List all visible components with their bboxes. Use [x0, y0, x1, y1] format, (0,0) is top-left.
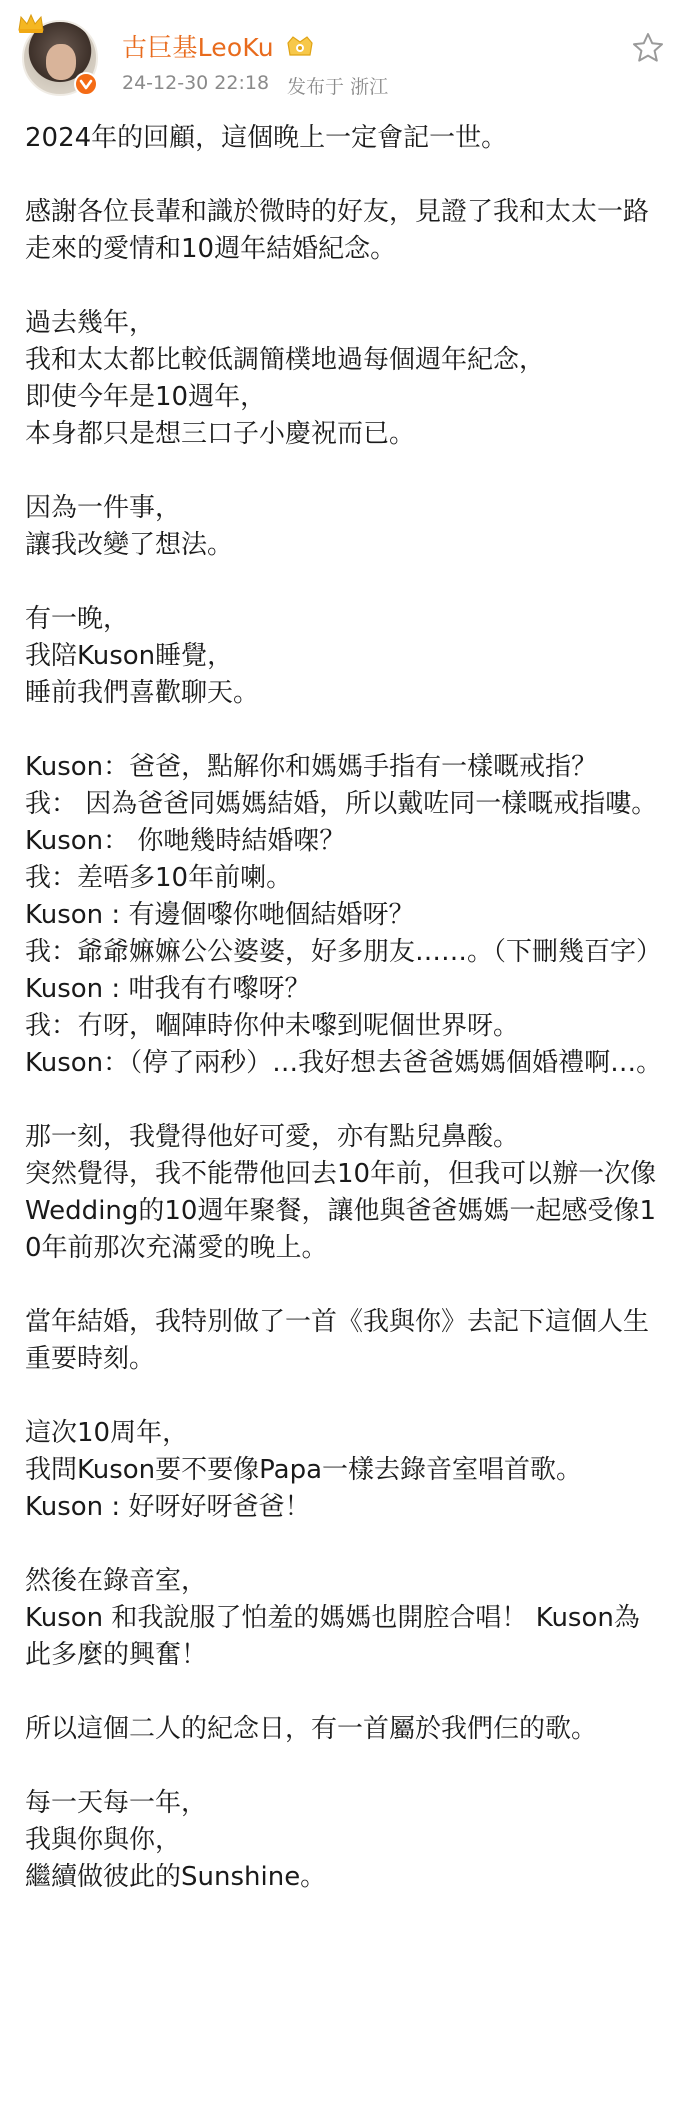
post-text-line: 讓我改變了想法。 — [25, 530, 234, 560]
crown-icon — [16, 12, 46, 34]
avatar[interactable] — [22, 20, 98, 96]
post-paragraph — [25, 1563, 665, 1674]
post-meta — [122, 72, 388, 99]
post-text-line: 我： 因為爸爸同媽媽結婚，所以戴咗同一樣嘅戒指嘍。 — [25, 789, 658, 819]
post-text-line: Kuson：（停了兩秒）…我好想去爸爸媽媽個婚禮啊…。 — [25, 1048, 663, 1078]
post-paragraph — [25, 1415, 665, 1526]
post-text-line: 我：冇呀，嗰陣時你仲未嚟到呢個世界呀。 — [25, 1011, 520, 1041]
post-text-line: 我：爺爺嫲嫲公公婆婆，好多朋友……。（下刪幾百字） — [25, 937, 663, 967]
post-text-line: 每一天每一年， — [25, 1788, 208, 1818]
post-text-line: 過去幾年， — [25, 308, 156, 338]
post-text-line: 所以這個二人的紀念日，有一首屬於我們仨的歌。 — [25, 1714, 598, 1744]
post-paragraph — [25, 120, 665, 157]
post-text-line: 繼續做彼此的Sunshine。 — [25, 1862, 327, 1892]
post-text-line: 2024年的回顧，這個晚上一定會記一世。 — [25, 123, 508, 153]
post-paragraph — [25, 601, 665, 712]
verified-badge-icon — [74, 72, 98, 96]
post-text-line: Kuson 和我說服了怕羞的媽媽也開腔合唱！ Kuson為此多麼的興奮！ — [25, 1603, 640, 1670]
post-paragraph — [25, 749, 665, 1082]
post-text-line: 當年結婚，我特別做了一首《我與你》去記下這個人生重要時刻。 — [25, 1307, 650, 1374]
post-body — [25, 120, 665, 1933]
post-text-line: 本身都只是想三口子小慶祝而已。 — [25, 419, 416, 449]
post-text-line: 因為一件事， — [25, 493, 182, 523]
post-text-line: 我：差唔多10年前喇。 — [25, 863, 293, 893]
post-header — [0, 0, 690, 110]
post-text-line: 我陪Kuson睡覺， — [25, 641, 234, 671]
avatar-face — [46, 44, 76, 80]
post-text-line: 然後在錄音室， — [25, 1566, 208, 1596]
post-text-line: Kuson： 你哋幾時結婚㗎？ — [25, 826, 346, 856]
star-icon[interactable] — [630, 30, 666, 66]
post-text-line: 突然覺得，我不能帶他回去10年前，但我可以辦一次像Wedding的10週年聚餐，讓他與爸爸媽媽一起感受像10年前那次充滿愛的晚上。 — [25, 1159, 657, 1263]
post-text-line: Kuson : 有邊個嚟你哋個結婚呀？ — [25, 900, 415, 930]
post-paragraph — [25, 1785, 665, 1896]
post-text-line: 我問Kuson要不要像Papa一樣去錄音室唱首歌。 — [25, 1455, 583, 1485]
post-paragraph — [25, 1711, 665, 1748]
vip-level-icon[interactable] — [284, 33, 316, 59]
post-text-line: 有一晚， — [25, 604, 130, 634]
post-text-line: Kuson : 咁我有冇嚟呀？ — [25, 974, 311, 1004]
post-text-line: Kuson：爸爸，點解你和媽媽手指有一樣嘅戒指？ — [25, 752, 598, 782]
post-text-line: Kuson : 好呀好呀爸爸！ — [25, 1492, 311, 1522]
post-text-line: 這次10周年， — [25, 1418, 189, 1448]
username-row — [122, 28, 316, 64]
post-text-line: 感謝各位長輩和識於微時的好友，見證了我和太太一路走來的愛情和10週年結婚紀念。 — [25, 197, 650, 264]
post-paragraph — [25, 194, 665, 268]
post-paragraph — [25, 1119, 665, 1267]
post-text-line: 即使今年是10週年， — [25, 382, 267, 412]
post-text-line: 睡前我們喜歡聊天。 — [25, 678, 260, 708]
post-paragraph — [25, 490, 665, 564]
post-text-line: 那一刻，我覺得他好可愛，亦有點兒鼻酸。 — [25, 1122, 520, 1152]
post-paragraph — [25, 305, 665, 453]
post-paragraph — [25, 1304, 665, 1378]
post-text-line: 我和太太都比較低調簡樸地過每個週年紀念， — [25, 345, 546, 375]
post-location: 发布于 浙江 — [287, 76, 389, 98]
post-timestamp: 24-12-30 22:18 — [122, 72, 270, 94]
post-text-line: 我與你與你， — [25, 1825, 182, 1855]
username[interactable]: 古巨基LeoKu — [122, 33, 274, 62]
